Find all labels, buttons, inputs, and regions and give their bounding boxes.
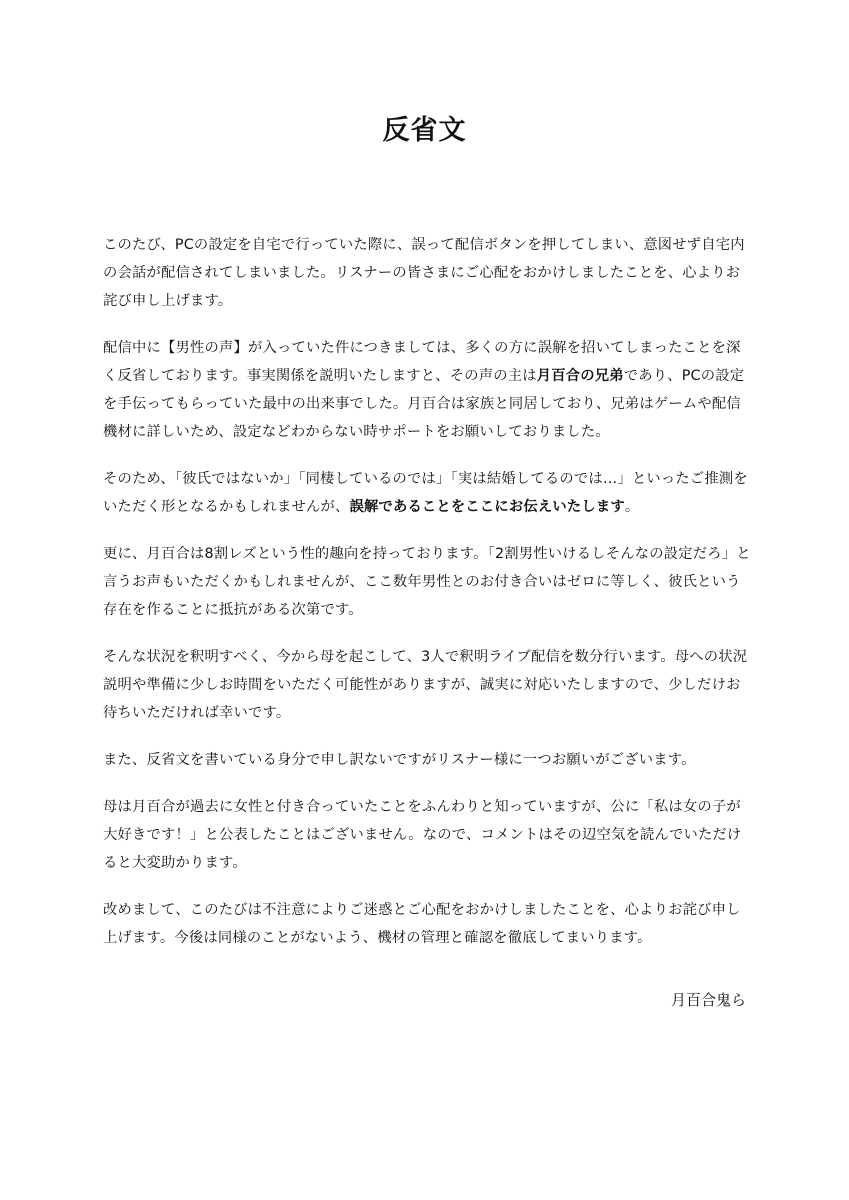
paragraph-text: であり、PCの設定を手伝ってもらっていた最中の出来事でした。月百合は家族と同居しており、兄弟はゲームや配信機材に詳しいため、設定などわからない時サポートをお願いしておりました。 bbox=[103, 368, 745, 440]
signature: 月百合鬼ら bbox=[670, 991, 746, 1009]
paragraph-text: このたび、PCの設定を自宅で行っていた際に、誤って配信ボタンを押してしまい、意図せず自宅内の会話が配信されてしまいました。リスナーの皆さまにご心配をおかけしましたことを、心よりお詫び申し上げます。 bbox=[103, 237, 745, 309]
document-title: 反省文 bbox=[382, 115, 467, 146]
paragraph-1 bbox=[103, 231, 751, 315]
paragraph-text: 改めまして、このたびは不注意によりご迷惑とご心配をおかけしましたことを、心よりお詫び申し上げます。今後は同様のことがないよう、機材の管理と確認を徹底してまいります。 bbox=[103, 902, 741, 946]
paragraph-7 bbox=[103, 793, 751, 877]
bold-emphasis: 誤解であることをここにお伝えいたします bbox=[349, 499, 625, 515]
paragraph-3 bbox=[103, 465, 751, 521]
paragraph-4 bbox=[103, 540, 751, 624]
paragraph-text: そんな状況を釈明すべく、今から母を起こして、3人で釈明ライブ配信を数分行います。母への状況説明や準備に少しお時間をいただく可能性がありますが、誠実に対応いたしますので、少しだけお待ちいただければ幸いです。 bbox=[103, 649, 748, 721]
document-body bbox=[103, 231, 751, 971]
paragraph-text: 更に、月百合は8割レズという性的趣向を持っております。「2割男性いけるしそんなの設定だろ」と言うお声もいただくかもしれませんが、ここ数年男性とのお付き合いはゼロに等しく、彼氏という存在を作ることに抵抗がある次第です。 bbox=[103, 546, 751, 618]
paragraph-2 bbox=[103, 334, 751, 446]
paragraph-text: そのため、「彼氏ではないか」「同棲しているのでは」「実は結婚してるのでは…」といったご推測をいただく形となるかもしれませんが、 bbox=[103, 471, 748, 515]
bold-emphasis: 月百合の兄弟 bbox=[536, 368, 624, 384]
paragraph-text: また、反省文を書いている身分で申し訳ないですがリスナー様に一つお願いがございます。 bbox=[103, 752, 696, 768]
paragraph-text: 母は月百合が過去に女性と付き合っていたことをふんわりと知っていますが、公に「私は女の子が大好きです！」と公表したことはございません。なので、コメントはその辺空気を読んでいただけると大変助かります。 bbox=[103, 799, 742, 871]
paragraph-8 bbox=[103, 896, 751, 952]
paragraph-text: 。 bbox=[624, 499, 640, 515]
paragraph-6 bbox=[103, 746, 751, 774]
paragraph-text: 配信中に【男性の声】が入っていた件につきましては、多くの方に誤解を招いてしまったことを深く反省しております。事実関係を説明いたしますと、その声の主は bbox=[103, 340, 741, 384]
paragraph-5 bbox=[103, 643, 751, 727]
